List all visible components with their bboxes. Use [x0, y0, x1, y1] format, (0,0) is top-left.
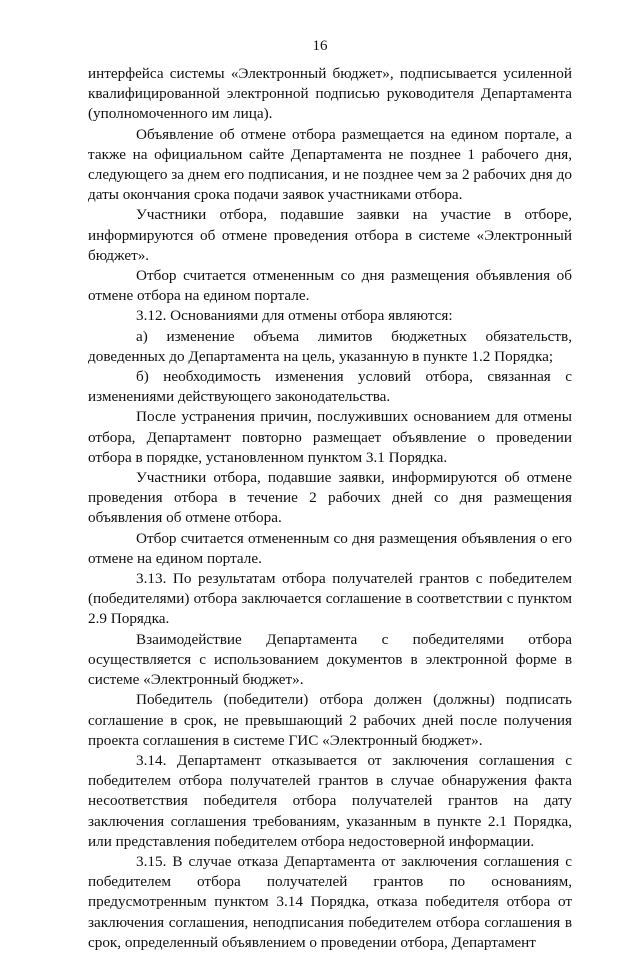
paragraph-3-12-b: б) необходимость изменения условий отбора, связанная с изменениями действующего законодательства. — [88, 368, 572, 406]
paragraph-participants-notified: Участники отбора, подавшие заявки, информируются об отмене проведения отбора в течение 2 рабочих дней со дня размещения объявления об отмене отбора. — [88, 469, 572, 527]
paragraph-3-12-a: а) изменение объема лимитов бюджетных обязательств, доведенных до Департамента на цель, указанную в пункте 1.2 Порядка; — [88, 327, 572, 365]
paragraph-participants-informed: Участники отбора, подавшие заявки на участие в отборе, информируются об отмене проведения отбора в системе «Электронный бюджет». — [88, 206, 572, 264]
paragraph-3-14: 3.14. Департамент отказывается от заключения соглашения с победителем отбора получателей грантов в случае обнаружения факта несоответствия победителя отбора получателей грантов на дату заключения соглашения требованиям, указанным в пункте 2.1 Порядка, или представления победителем отбора недостоверной информации. — [88, 751, 572, 850]
paragraph-after-elimination: После устранения причин, послуживших основанием для отмены отбора, Департамент повторно размещает объявление о проведении отбора в порядке, установленном пунктом 3.1 Порядка. — [88, 408, 572, 466]
page-number: 16 — [312, 38, 328, 54]
paragraph-3-12-heading: 3.12. Основаниями для отмены отбора являются: — [136, 307, 453, 325]
paragraph-selection-cancelled-2: Отбор считается отмененным со дня размещения объявления о его отмене на едином портале. — [88, 529, 572, 567]
paragraph-winner-signs: Победитель (победители) отбора должен (должны) подписать соглашение в срок, не превышающий 2 рабочих дней после получения проекта соглашения в системе ГИС «Электронный бюджет». — [88, 691, 572, 749]
document-body — [88, 64, 572, 953]
paragraph-interaction: Взаимодействие Департамента с победителями отбора осуществляется с использованием документов в электронной форме в системе «Электронный бюджет». — [88, 630, 572, 689]
paragraph-3-15: 3.15. В случае отказа Департамента от заключения соглашения с победителем отбора получателей грантов по основаниям, предусмотренным пунктом 3.14 Порядка, отказа победителя отбора от заключения соглашения, неподписания победителем отбора соглашения в срок, определенный объявлением о проведении отбора, Департамент — [88, 852, 572, 951]
paragraph-cancellation-notice: Объявление об отмене отбора размещается на едином портале, а также на официальном сайте Департамента не позднее 1 рабочего дня, следующего за днем его подписания, и не позднее чем за 2 рабочих дня до даты окончания срока подачи заявок участниками отбора. — [88, 125, 572, 204]
paragraph-3-13: 3.13. По результатам отбора получателей грантов с победителем (победителями) отбора заключается соглашение в соответствии с пунктом 2.9 Порядка. — [88, 570, 572, 628]
paragraph-selection-cancelled: Отбор считается отмененным со дня размещения объявления об отмене отбора на едином портале. — [88, 267, 572, 305]
paragraph-continuation: интерфейса системы «Электронный бюджет», подписывается усиленной квалифицированной электронной подписью руководителя Департамента (уполномоченного им лица). — [88, 65, 572, 123]
